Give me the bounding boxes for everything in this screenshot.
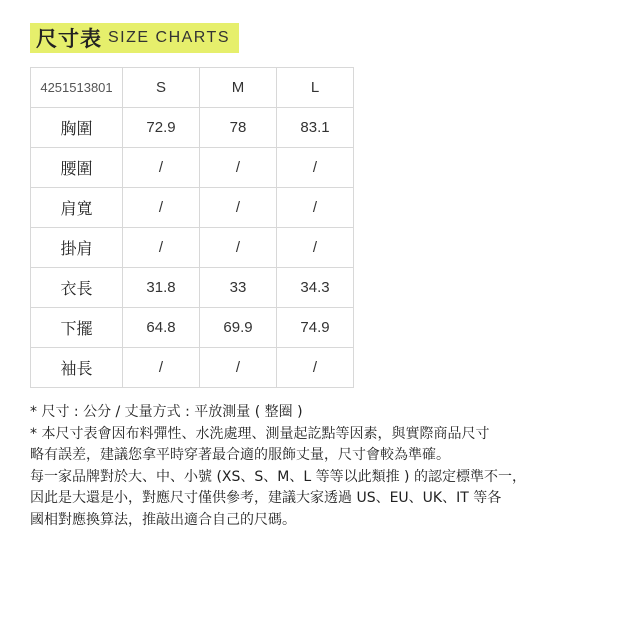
table-cell: / bbox=[200, 148, 277, 188]
table-cell: / bbox=[123, 148, 200, 188]
note-line: 因此是大還是小，對應尺寸僅供參考，建議大家透過 US、EU、UK、IT 等各 bbox=[30, 490, 502, 506]
table-row bbox=[31, 308, 354, 348]
table-cell: / bbox=[123, 228, 200, 268]
product-code: 4251513801 bbox=[31, 68, 123, 108]
size-notes bbox=[30, 402, 620, 531]
table-cell: 64.8 bbox=[123, 308, 200, 348]
row-label: 胸圍 bbox=[31, 108, 123, 148]
row-label: 下擺 bbox=[31, 308, 123, 348]
table-cell: / bbox=[200, 228, 277, 268]
table-cell: / bbox=[200, 188, 277, 228]
table-cell: 78 bbox=[200, 108, 277, 148]
row-label: 掛肩 bbox=[31, 228, 123, 268]
size-header-cell: S bbox=[123, 68, 200, 108]
title-english: SIZE CHARTS bbox=[108, 29, 230, 46]
table-row bbox=[31, 188, 354, 228]
table-cell: / bbox=[277, 188, 354, 228]
table-cell: / bbox=[277, 148, 354, 188]
table-cell: 31.8 bbox=[123, 268, 200, 308]
size-table bbox=[30, 67, 354, 388]
table-row bbox=[31, 108, 354, 148]
table-cell: 34.3 bbox=[277, 268, 354, 308]
table-cell: / bbox=[200, 348, 277, 388]
table-cell: / bbox=[123, 348, 200, 388]
row-label: 衣長 bbox=[31, 268, 123, 308]
size-chart-title-bar bbox=[30, 23, 239, 53]
title-chinese: 尺寸表 bbox=[36, 27, 102, 51]
table-cell: / bbox=[277, 348, 354, 388]
table-cell: 72.9 bbox=[123, 108, 200, 148]
row-label: 袖長 bbox=[31, 348, 123, 388]
table-row bbox=[31, 228, 354, 268]
table-row bbox=[31, 348, 354, 388]
size-header-cell: L bbox=[277, 68, 354, 108]
table-cell: / bbox=[123, 188, 200, 228]
note-line: 略有誤差，建議您拿平時穿著最合適的服飾丈量，尺寸會較為準確。 bbox=[30, 447, 450, 463]
table-cell: 83.1 bbox=[277, 108, 354, 148]
table-row bbox=[31, 268, 354, 308]
table-cell: 33 bbox=[200, 268, 277, 308]
table-cell: / bbox=[277, 228, 354, 268]
note-line: * 本尺寸表會因布料彈性、水洗處理、測量起訖點等因素，與實際商品尺寸 bbox=[30, 425, 490, 442]
size-header-row bbox=[31, 68, 354, 108]
note-line: 每一家品牌對於大、中、小號 (XS、S、M、L 等等以此類推 ) 的認定標準不一， bbox=[30, 468, 526, 485]
table-row bbox=[31, 148, 354, 188]
size-header-cell: M bbox=[200, 68, 277, 108]
row-label: 腰圍 bbox=[31, 148, 123, 188]
table-cell: 74.9 bbox=[277, 308, 354, 348]
note-line: 國相對應換算法，推敲出適合自己的尺碼。 bbox=[30, 511, 296, 528]
note-line: * 尺寸 : 公分 / 丈量方式 : 平放測量 ( 整圈 ) bbox=[30, 404, 303, 420]
row-label: 肩寬 bbox=[31, 188, 123, 228]
table-cell: 69.9 bbox=[200, 308, 277, 348]
